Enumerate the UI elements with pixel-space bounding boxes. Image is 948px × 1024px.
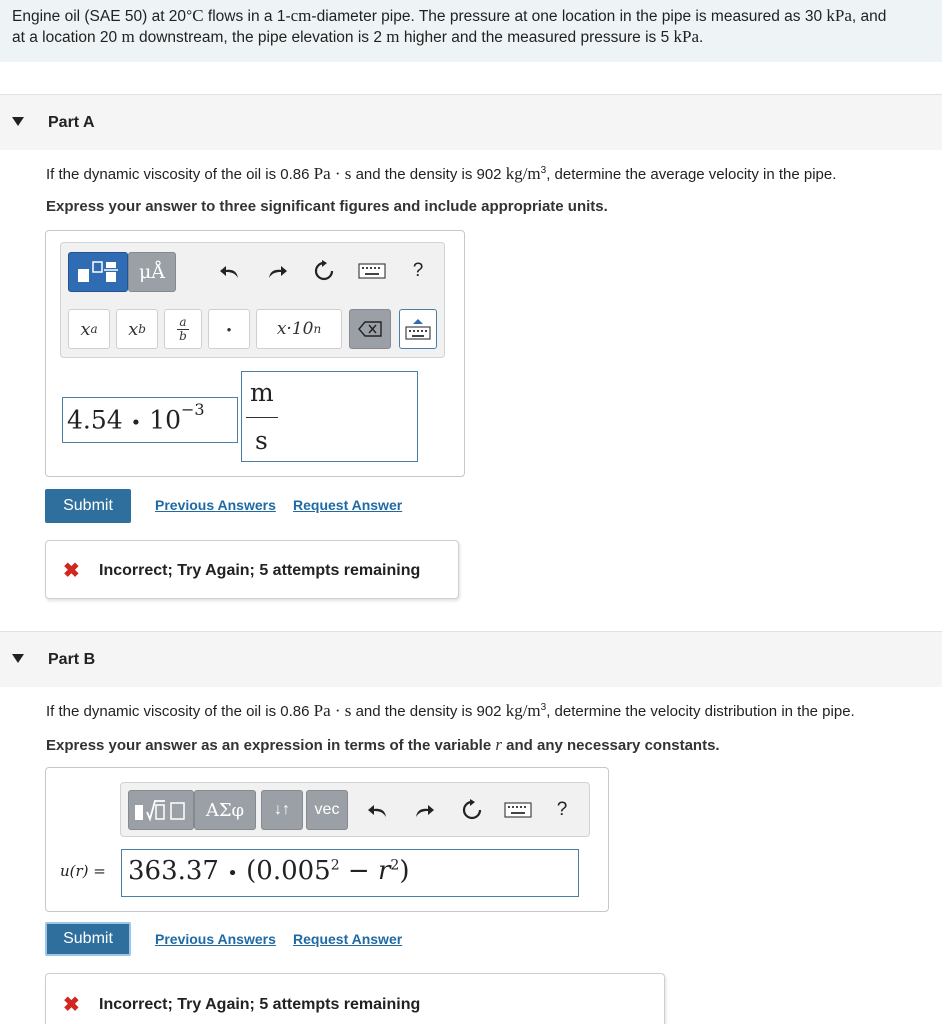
reset-icon xyxy=(461,799,483,821)
keyboard-button[interactable] xyxy=(357,260,387,282)
keyboard-toggle-button[interactable] xyxy=(399,309,437,349)
part-a-title: Part A xyxy=(48,114,95,131)
templates-icon xyxy=(76,259,120,285)
keyboard-up-icon xyxy=(405,318,431,340)
redo-button[interactable] xyxy=(264,258,290,284)
greek-symbols-button[interactable]: ΑΣφ xyxy=(194,790,256,830)
incorrect-icon: ✖ xyxy=(63,560,80,582)
reset-button[interactable] xyxy=(459,797,485,823)
undo-button[interactable] xyxy=(217,258,243,284)
keyboard-icon xyxy=(504,802,532,818)
part-b-toolbar xyxy=(120,782,590,837)
part-a-question: If the dynamic viscosity of the oil is 0.86 Pa · s and the density is 902 $kg/m^3$, determine the average velocity in the pipe. xyxy=(46,164,837,183)
feedback-message: Incorrect; Try Again; 5 attempts remaining xyxy=(99,996,421,1013)
keyboard-icon xyxy=(358,263,386,279)
part-b-header[interactable] xyxy=(0,631,942,687)
undo-icon xyxy=(219,262,241,280)
templates-icon xyxy=(133,797,189,823)
reset-icon xyxy=(313,260,335,282)
part-b-question: If the dynamic viscosity of the oil is 0.86 Pa · s and the density is 902 $kg/m^3$, determine the velocity distribution in the pipe. xyxy=(46,701,855,720)
undo-icon xyxy=(367,801,389,819)
problem-line-2: at a location 20 m downstream, the pipe elevation is 2 m higher and the measured pressure is 5 kPa. xyxy=(12,27,704,46)
reset-button[interactable] xyxy=(311,258,337,284)
part-b-submit-button[interactable]: Submit xyxy=(45,922,131,956)
units-button[interactable]: μÅ xyxy=(128,252,176,292)
collapse-triangle-icon[interactable] xyxy=(12,117,24,126)
problem-statement xyxy=(0,0,942,62)
problem-line-1: Engine oil (SAE 50) at 20°C flows in a 1-cm-diameter pipe. The pressure at one location in the pipe is measured as 30 kPa, and xyxy=(12,6,887,25)
part-a-answer-box xyxy=(45,230,465,477)
part-a-header[interactable] xyxy=(0,94,942,150)
help-button[interactable]: ? xyxy=(412,260,424,281)
part-b-request-answer-link[interactable]: Request Answer xyxy=(293,931,403,947)
multiply-dot-button[interactable]: • xyxy=(208,309,250,349)
answer-label: u(r) = xyxy=(60,862,106,880)
part-a-instruction: Express your answer to three significant figures and include appropriate units. xyxy=(46,198,608,215)
subscript-button[interactable]: x b xyxy=(116,309,158,349)
expression-input[interactable]: 363.37 • $(0.005^2 - r^2)$ xyxy=(121,849,579,897)
backspace-icon xyxy=(358,321,382,337)
fraction-bar xyxy=(246,417,278,418)
redo-button[interactable] xyxy=(411,797,437,823)
part-a-previous-answers-link[interactable]: Previous Answers xyxy=(155,497,276,513)
templates-button[interactable] xyxy=(68,252,128,292)
units-numerator: m xyxy=(250,378,274,407)
part-a-submit-button[interactable]: Submit xyxy=(45,489,131,523)
collapse-triangle-icon[interactable] xyxy=(12,654,24,663)
redo-icon xyxy=(413,801,435,819)
scientific-notation-button[interactable]: x·10 n xyxy=(256,309,342,349)
part-a-feedback xyxy=(45,540,459,599)
help-button[interactable]: ? xyxy=(556,799,568,820)
units-denominator: s xyxy=(255,426,268,455)
value-input[interactable]: 4.54 • $10^{-3}$ xyxy=(62,397,238,443)
keyboard-button[interactable] xyxy=(503,799,533,821)
part-b-feedback xyxy=(45,973,665,1024)
undo-button[interactable] xyxy=(365,797,391,823)
part-b-instruction: Express your answer as an expression in terms of the variable r and any necessary constants. xyxy=(46,735,720,754)
part-b-title: Part B xyxy=(48,651,96,668)
feedback-message: Incorrect; Try Again; 5 attempts remaining xyxy=(99,562,421,579)
delete-button[interactable] xyxy=(349,309,391,349)
vector-button[interactable]: vec xyxy=(306,790,348,830)
templates-button[interactable] xyxy=(128,790,194,830)
part-a-request-answer-link[interactable]: Request Answer xyxy=(293,497,403,513)
incorrect-icon: ✖ xyxy=(63,994,80,1016)
part-b-previous-answers-link[interactable]: Previous Answers xyxy=(155,931,276,947)
arrows-button[interactable]: ↓↑ xyxy=(261,790,303,830)
redo-icon xyxy=(266,262,288,280)
fraction-button[interactable]: a b xyxy=(164,309,202,349)
part-a-toolbar xyxy=(60,242,445,358)
superscript-button[interactable]: x a xyxy=(68,309,110,349)
units-input[interactable] xyxy=(241,371,418,462)
part-b-answer-box xyxy=(45,767,609,912)
